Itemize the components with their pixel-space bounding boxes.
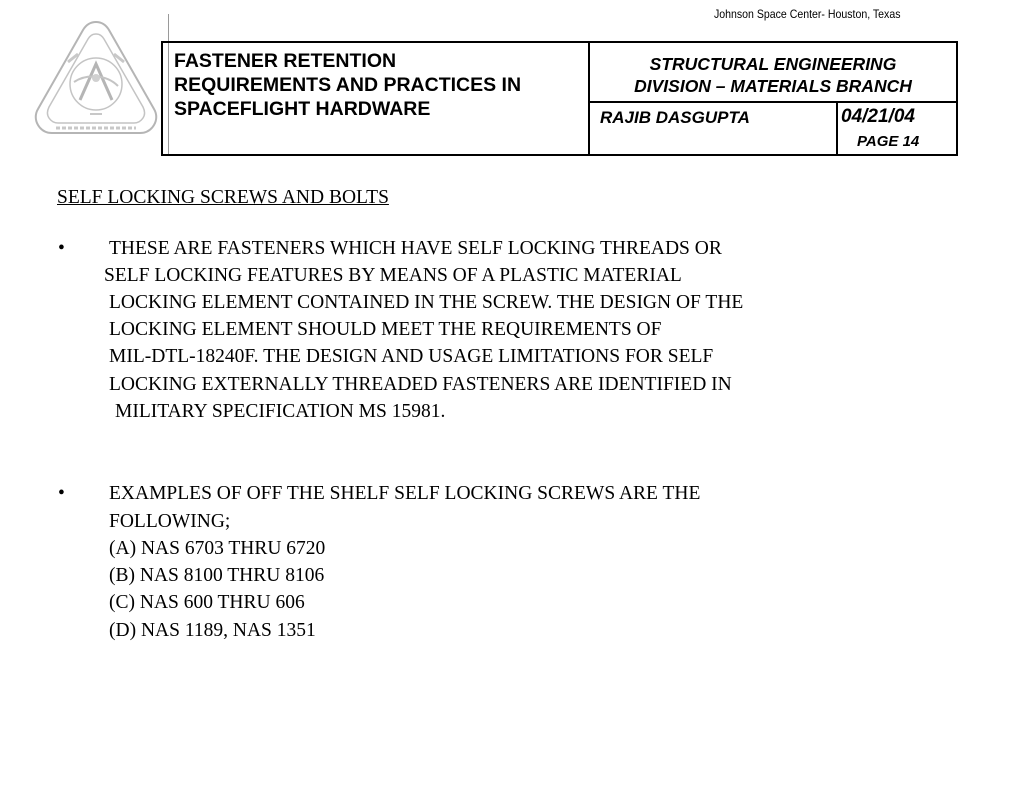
document-title-line: REQUIREMENTS AND PRACTICES IN: [174, 74, 522, 96]
bullet-icon: •: [58, 483, 65, 504]
paragraph-line: MILITARY SPECIFICATION MS 15981.: [115, 401, 446, 422]
paragraph-line: SELF LOCKING FEATURES BY MEANS OF A PLASTIC MATERIAL: [104, 265, 682, 286]
engineering-directorate-seal-icon: [28, 14, 164, 150]
division-line: STRUCTURAL ENGINEERING: [649, 54, 897, 74]
document-date: 04/21/04: [841, 106, 915, 127]
list-item: (D) NAS 1189, NAS 1351: [109, 620, 316, 641]
paragraph-line: LOCKING ELEMENT CONTAINED IN THE SCREW. THE DESIGN OF THE: [109, 292, 744, 313]
document-title-line: FASTENER RETENTION: [174, 50, 397, 72]
paragraph-line: MIL-DTL-18240F. THE DESIGN AND USAGE LIMITATIONS FOR SELF: [109, 346, 714, 367]
page-number: PAGE 14: [857, 133, 920, 150]
section-heading: SELF LOCKING SCREWS AND BOLTS: [57, 187, 389, 208]
paragraph-line: LOCKING ELEMENT SHOULD MEET THE REQUIREMENTS OF: [109, 319, 662, 340]
list-item: (A) NAS 6703 THRU 6720: [109, 538, 326, 559]
paragraph-line: EXAMPLES OF OFF THE SHELF SELF LOCKING SCREWS ARE THE: [109, 483, 701, 504]
paragraph-line: THESE ARE FASTENERS WHICH HAVE SELF LOCKING THREADS OR: [109, 238, 722, 259]
author-name: RAJIB DASGUPTA: [590, 103, 838, 154]
paragraph-line: LOCKING EXTERNALLY THREADED FASTENERS ARE IDENTIFIED IN: [109, 374, 732, 395]
document-title-line: SPACEFLIGHT HARDWARE: [174, 98, 431, 120]
list-item: (C) NAS 600 THRU 606: [109, 592, 305, 613]
title-block: [161, 41, 958, 156]
division-name: [590, 43, 956, 103]
paragraph-line: FOLLOWING;: [109, 511, 231, 532]
list-item: (B) NAS 8100 THRU 8106: [109, 565, 325, 586]
date-page-cell: [838, 103, 956, 154]
document-title: [163, 43, 590, 154]
division-line: DIVISION – MATERIALS BRANCH: [634, 76, 912, 96]
header-location: Johnson Space Center- Houston, Texas: [714, 7, 901, 21]
bullet-icon: •: [58, 238, 65, 259]
